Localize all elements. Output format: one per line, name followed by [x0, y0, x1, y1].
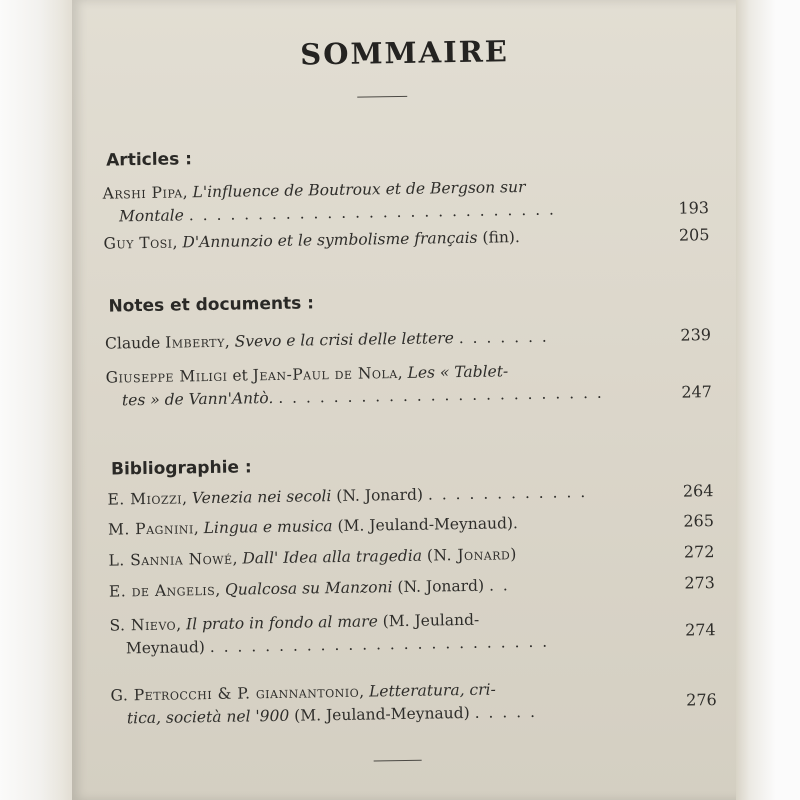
entry-author-second: Jean-Paul de Nola — [252, 364, 398, 385]
entry-title: Letteratura, cri- — [368, 680, 496, 701]
entry-author: S. Nievo — [109, 615, 177, 635]
page-number: 274 — [684, 620, 716, 640]
entry-title-continued: tica, società nel '900 — [126, 706, 290, 728]
toc-entry: G. Petrocchi & P. giannantonio, Letteratura, cri- tica, società nel '900 (M. Jeuland-Meynaud) . . . . . 276 — [110, 680, 717, 728]
page-number: 239 — [680, 325, 712, 345]
leader-dots: . . . . . . . . . . . . . . . . . . . . . . . . — [278, 383, 604, 407]
leader-dots: . . . . . . . . . . . . . . . . . . . . . . . . . . . — [188, 200, 557, 225]
section-heading-articles: Articles : — [106, 149, 193, 171]
section-heading-bibliographie: Bibliographie : — [110, 457, 252, 480]
entry-author: Imberty — [165, 332, 225, 352]
entry-reviewer: (M. Jeuland- — [382, 610, 480, 631]
leader-dots: . . . . . . . . . . . . — [427, 483, 588, 504]
page-number: 193 — [678, 198, 710, 218]
entry-reviewer: (M. Jeuland-Meynaud) — [294, 703, 470, 725]
entry-title-continued: tes » de Vann'Antò. — [121, 388, 274, 410]
entry-author: E. Miozzi — [107, 489, 183, 509]
entry-author: G. Petrocchi & P. giannantonio — [110, 682, 360, 705]
leader-dots: . . . . . — [474, 702, 538, 722]
toc-entry: Guy Tosi, D'Annunzio et le symbolisme français (fin). 205 — [103, 225, 710, 253]
leader-dots: . . . . . . . — [458, 327, 549, 348]
leader-dots: . . . . . . . . . . . . . . . . . . . . . . . . . — [209, 632, 550, 657]
toc-entry: E. Miozzi, Venezia nei secoli (N. Jonard) . . . . . . . . . . . . 264 — [107, 481, 714, 509]
page-edge — [736, 0, 800, 800]
entry-author: Giuseppe Miligi — [105, 366, 228, 387]
entry-title: Il prato in fondo al mare — [185, 612, 378, 634]
entry-title: Dall' Idea alla tragedia — [242, 546, 423, 568]
entry-title: Les « Tablet- — [407, 362, 509, 382]
entry-conjunction: et — [232, 366, 248, 385]
section-heading-notes: Notes et documents : — [108, 293, 315, 317]
entry-title: Qualcosa su Manzoni — [224, 578, 393, 599]
toc-entry: Arshi Pipa, L'influence de Boutroux et de Bergson sur Montale . . . . . . . . . . . . . . . . . . . . . . . . . . . 193 — [102, 178, 710, 226]
entry-reviewer-continued: Meynaud) — [125, 638, 205, 658]
page-number: 273 — [684, 573, 716, 593]
entry-reviewer: (N. Jonard) — [426, 545, 517, 565]
closing-divider — [374, 760, 422, 762]
entry-author: Guy Tosi — [103, 233, 173, 253]
entry-author: E. de Angelis — [108, 580, 216, 601]
entry-reviewer: (N. Jonard) — [397, 576, 485, 597]
entry-title: Venezia nei secoli — [191, 487, 332, 508]
page-number: 265 — [683, 511, 715, 531]
toc-entry: M. Pagnini, Lingua e musica (M. Jeuland-Meynaud). 265 — [107, 511, 715, 539]
entry-author: M. Pagnini — [107, 519, 194, 539]
entry-title: Lingua e musica — [203, 517, 333, 538]
entry-reviewer: (M. Jeuland-Meynaud). — [337, 514, 519, 535]
entry-note: (fin). — [482, 228, 520, 247]
page-number: 205 — [678, 225, 710, 245]
toc-entry: Giuseppe Miligi et Jean-Paul de Nola, Les « Tablet- tes » de Vann'Antò. . . . . . . . . . . . . . . . . . . . . . . . . 247 — [105, 362, 713, 410]
toc-entry: L. Sannia Nowé, Dall' Idea alla tragedia (N. Jonard) 272 — [108, 542, 715, 570]
entry-author: Arshi Pipa — [102, 183, 183, 203]
entry-title: L'influence de Boutroux et de Bergson sur — [192, 178, 526, 202]
entry-title: D'Annunzio et le symbolisme français — [182, 228, 478, 252]
table-of-contents — [94, 0, 726, 800]
page-title: SOMMAIRE — [299, 34, 510, 72]
page-number: 276 — [686, 690, 717, 710]
entry-title: Svevo e la crisi delle lettere — [234, 329, 454, 351]
leader-dots: . . — [488, 576, 510, 595]
title-divider — [357, 96, 407, 98]
entry-title-continued: Montale — [118, 206, 185, 226]
entry-author-first: Claude — [104, 333, 161, 353]
page-number: 264 — [682, 481, 714, 501]
toc-entry: Claude Imberty, Svevo e la crisi delle lettere . . . . . . . 239 — [104, 325, 712, 353]
page-number: 272 — [683, 542, 715, 562]
entry-reviewer: (N. Jonard) — [336, 485, 424, 506]
toc-entry: S. Nievo, Il prato in fondo al mare (M. Jeuland- Meynaud) . . . . . . . . . . . . . . . . . . . . . . . . . 274 — [109, 610, 716, 658]
entry-author: L. Sannia Nowé — [108, 549, 233, 570]
page-number: 247 — [681, 382, 713, 402]
toc-entry: E. de Angelis, Qualcosa su Manzoni (N. Jonard) . . 273 — [108, 573, 716, 601]
